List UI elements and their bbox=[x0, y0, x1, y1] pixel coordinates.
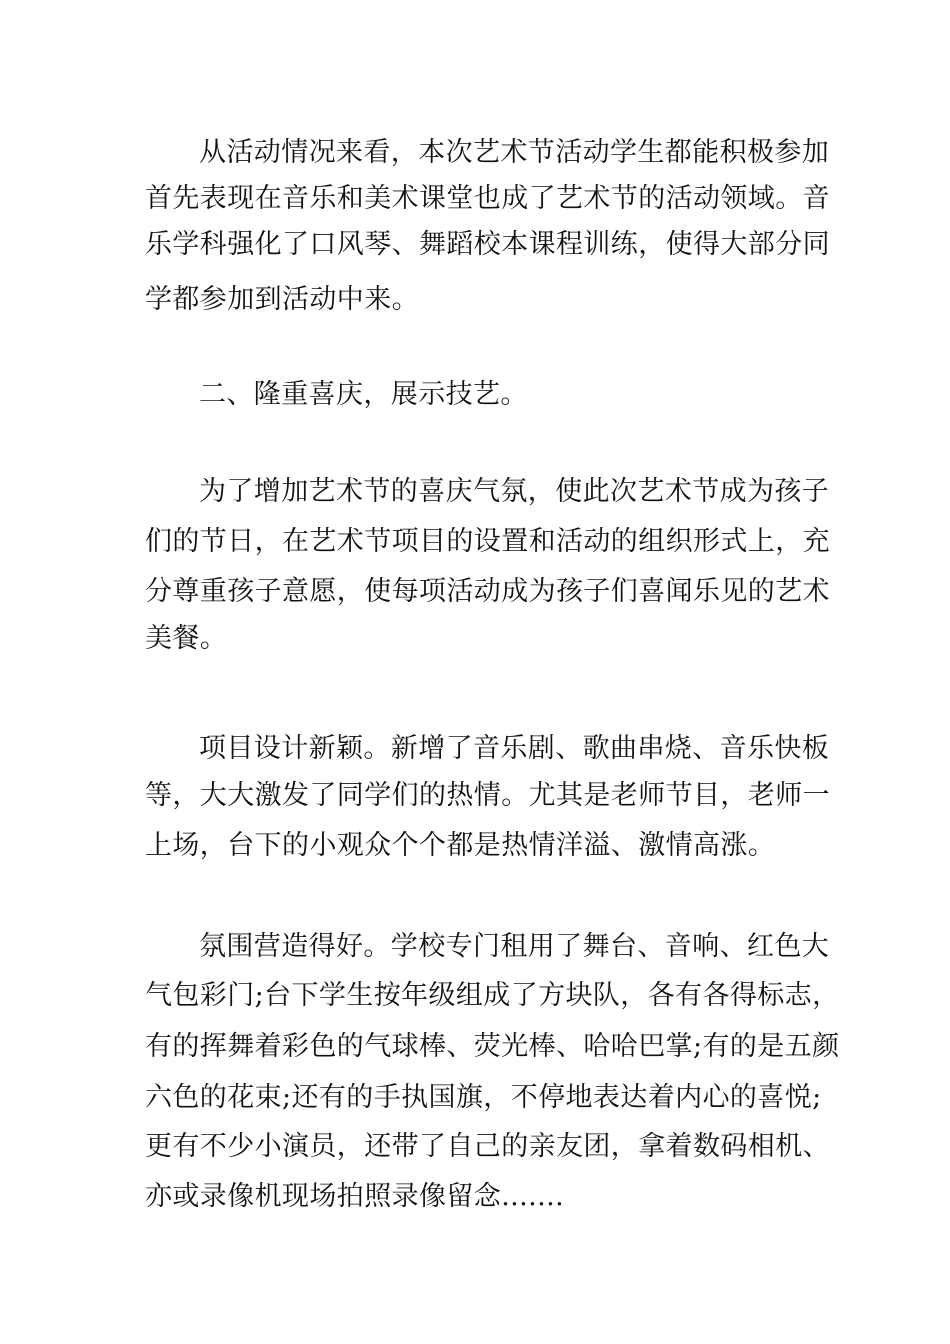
paragraph-3-line-2: 们的节日，在艺术节项目的设置和活动的组织形式上，充 bbox=[145, 526, 830, 557]
paragraph-1-line-1: 从活动情况来看，本次艺术节活动学生都能积极参加 bbox=[199, 137, 830, 168]
paragraph-3-line-3: 分尊重孩子意愿，使每项活动成为孩子们喜闻乐见的艺术 bbox=[145, 576, 830, 607]
paragraph-5-line-6: 亦或录像机现场拍照录像留念....... bbox=[145, 1181, 565, 1212]
paragraph-5-line-4: 六色的花束;还有的手执国旗，不停地表达着内心的喜悦; bbox=[145, 1082, 822, 1113]
paragraph-3-line-1: 为了增加艺术节的喜庆气氛，使此次艺术节成为孩子 bbox=[199, 476, 830, 507]
paragraph-5-line-1: 氛围营造得好。学校专门租用了舞台、音响、红色大 bbox=[199, 931, 830, 962]
paragraph-5-line-3: 有的挥舞着彩色的气球棒、荧光棒、哈哈巴掌;有的是五颜 bbox=[145, 1031, 840, 1062]
paragraph-3-line-4: 美餐。 bbox=[145, 623, 228, 654]
paragraph-1-line-3: 乐学科强化了口风琴、舞蹈校本课程训练，使得大部分同 bbox=[145, 229, 830, 260]
section-heading: 二、隆重喜庆，展示技艺。 bbox=[199, 379, 528, 410]
paragraph-4-line-1: 项目设计新颖。新增了音乐剧、歌曲串烧、音乐快板 bbox=[199, 733, 830, 764]
paragraph-5-line-5: 更有不少小演员，还带了自己的亲友团，拿着数码相机、 bbox=[145, 1131, 830, 1162]
paragraph-5-line-2: 气包彩门;台下学生按年级组成了方块队，各有各得标志， bbox=[145, 980, 840, 1011]
paragraph-1-line-2: 首先表现在音乐和美术课堂也成了艺术节的活动领域。音 bbox=[145, 183, 830, 214]
paragraph-4-line-2: 等，大大激发了同学们的热情。尤其是老师节目，老师一 bbox=[145, 780, 830, 811]
paragraph-4-line-3: 上场，台下的小观众个个都是热情洋溢、激情高涨。 bbox=[145, 830, 776, 861]
paragraph-1-line-4: 学都参加到活动中来。 bbox=[145, 284, 419, 315]
